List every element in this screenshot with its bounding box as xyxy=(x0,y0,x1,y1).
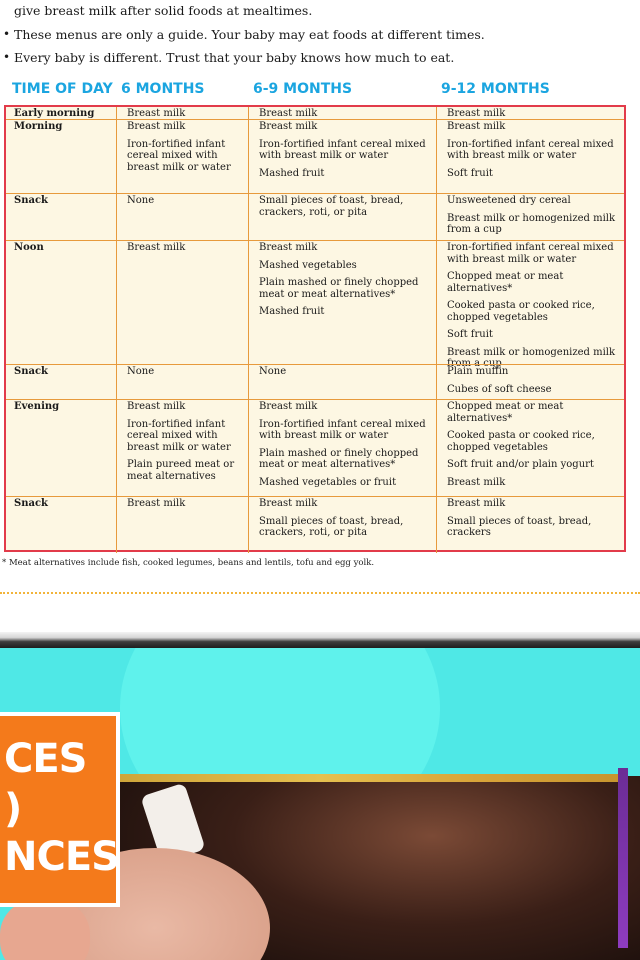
time-cell xyxy=(6,400,116,497)
banner-line-1: CES xyxy=(4,736,87,782)
food-item: Breast milk xyxy=(447,476,506,488)
time-cell xyxy=(6,497,116,553)
table-row xyxy=(6,107,624,119)
header-6-months: 6 MONTHS xyxy=(121,81,205,97)
food-item: Iron-fortified infant cereal mixed with breast milk or water xyxy=(447,138,614,161)
food-item: Mashed vegetables or fruit xyxy=(259,476,397,488)
food-item: Mashed vegetables xyxy=(259,259,357,271)
dotted-divider xyxy=(0,592,640,594)
menu-cell-m6 xyxy=(116,194,248,241)
time-label: Snack xyxy=(14,195,48,206)
banner-line-2: ) xyxy=(4,786,22,832)
intro-line-2: These menus are only a guide. Your baby may eat foods at different times. xyxy=(14,27,485,42)
food-item: Iron-fortified infant cereal mixed with breast milk or water xyxy=(127,418,231,453)
food-item: Cooked pasta or cooked rice, chopped vegetables xyxy=(447,430,595,453)
time-label: Noon xyxy=(14,242,44,253)
orange-title-banner xyxy=(0,712,120,907)
food-item: Soft fruit xyxy=(447,167,493,179)
header-time-of-day: TIME OF DAY xyxy=(12,81,113,97)
menu-cell-m6-9 xyxy=(248,241,436,365)
menu-cell-m9-12 xyxy=(436,497,624,553)
table-row xyxy=(6,240,624,369)
time-cell xyxy=(6,120,116,194)
menu-cell-m6 xyxy=(116,241,248,365)
menu-cell-m9-12 xyxy=(436,194,624,241)
menu-cell-m6 xyxy=(116,120,248,194)
bullet-icon: • xyxy=(3,27,11,41)
food-item: Chopped meat or meat alternatives* xyxy=(447,401,564,424)
food-item: Breast milk xyxy=(259,242,318,253)
food-item: Cubes of soft cheese xyxy=(447,383,552,395)
time-cell xyxy=(6,194,116,241)
time-label: Early morning xyxy=(14,108,95,119)
table-row xyxy=(6,496,624,553)
food-item: Small pieces of toast, bread, crackers xyxy=(447,515,592,538)
food-item: Breast milk xyxy=(259,498,318,509)
time-label: Evening xyxy=(14,401,60,412)
menu-cell-m9-12 xyxy=(436,107,624,119)
food-item: Unsweetened dry cereal xyxy=(447,195,571,206)
food-item: Breast milk xyxy=(127,242,186,253)
banner-line-3: NCES xyxy=(4,834,119,880)
food-item: Breast milk or homogenized milk from a cup xyxy=(447,346,616,369)
food-item: Breast milk xyxy=(259,401,318,412)
time-cell xyxy=(6,241,116,365)
menu-cell-m6-9 xyxy=(248,400,436,497)
food-item: Breast milk xyxy=(127,121,186,132)
food-item: Plain muffin xyxy=(447,366,509,377)
menu-cell-m6 xyxy=(116,400,248,497)
intro-line-1: give breast milk after solid foods at mealtimes. xyxy=(14,3,313,18)
food-item: Iron-fortified infant cereal mixed with breast milk or water xyxy=(259,418,426,441)
food-item: Breast milk xyxy=(127,108,186,119)
food-item: Small pieces of toast, bread, crackers, roti, or pita xyxy=(259,515,404,538)
food-item: Small pieces of toast, bread, crackers, roti, or pita xyxy=(259,195,404,218)
hand-shape xyxy=(0,898,90,960)
footnote: * Meat alternatives include fish, cooked legumes, beans and lentils, tofu and egg yolk. xyxy=(2,558,375,568)
menu-cell-m6-9 xyxy=(248,365,436,400)
bullet-icon: • xyxy=(3,50,11,64)
food-item: Plain mashed or finely chopped meat or meat alternatives* xyxy=(259,277,419,300)
time-cell xyxy=(6,107,116,119)
menu-cell-m9-12 xyxy=(436,400,624,497)
menu-cell-m6-9 xyxy=(248,120,436,194)
purple-brush-stroke xyxy=(618,768,628,948)
time-label: Snack xyxy=(14,498,48,509)
food-item: None xyxy=(259,366,287,377)
food-item: Soft fruit xyxy=(447,329,493,340)
table-row xyxy=(6,399,624,497)
menu-cell-m6 xyxy=(116,107,248,119)
table-row xyxy=(6,364,624,400)
food-item: Plain mashed or finely chopped meat or meat alternatives* xyxy=(259,447,419,470)
menu-cell-m6-9 xyxy=(248,194,436,241)
food-item: Cooked pasta or cooked rice, chopped vegetables xyxy=(447,300,595,323)
menu-cell-m9-12 xyxy=(436,241,624,369)
food-item: Plain pureed meat or meat alternatives xyxy=(127,459,235,482)
table-row xyxy=(6,119,624,194)
time-label: Morning xyxy=(14,121,63,132)
food-item: None xyxy=(127,366,155,377)
menu-cell-m9-12 xyxy=(436,120,624,194)
photo-torn-edge xyxy=(120,774,620,782)
menu-cell-m6-9 xyxy=(248,497,436,553)
food-item: Mashed fruit xyxy=(259,306,325,317)
page-divider xyxy=(0,632,640,648)
time-label: Snack xyxy=(14,366,48,377)
menu-cell-m6-9 xyxy=(248,107,436,119)
header-6-9-months: 6-9 MONTHS xyxy=(253,81,353,97)
food-item: Iron-fortified infant cereal mixed with breast milk or water xyxy=(127,138,231,173)
intro-line-3: Every baby is different. Trust that your baby knows how much to eat. xyxy=(14,50,455,65)
menu-cell-m6 xyxy=(116,497,248,553)
food-item: Breast milk xyxy=(447,498,506,509)
menu-cell-m9-12 xyxy=(436,365,624,400)
food-item: Breast milk or homogenized milk from a cup xyxy=(447,212,616,235)
menu-cell-m6 xyxy=(116,365,248,400)
food-item: Mashed fruit xyxy=(259,167,325,179)
food-item: Iron-fortified infant cereal mixed with breast milk or water xyxy=(447,242,614,265)
time-cell xyxy=(6,365,116,400)
food-item: Breast milk xyxy=(127,498,186,509)
food-item: Breast milk xyxy=(259,121,318,132)
header-9-12-months: 9-12 MONTHS xyxy=(441,81,550,97)
table-row xyxy=(6,193,624,241)
food-item: Chopped meat or meat alternatives* xyxy=(447,271,564,294)
food-item: None xyxy=(127,195,155,206)
feeding-menu-table xyxy=(4,105,626,552)
food-item: Iron-fortified infant cereal mixed with breast milk or water xyxy=(259,138,426,161)
next-page-preview xyxy=(0,648,640,960)
food-item: Breast milk xyxy=(447,121,506,132)
food-item: Breast milk xyxy=(127,401,186,412)
food-item: Soft fruit and/or plain yogurt xyxy=(447,459,594,470)
food-item: Breast milk xyxy=(259,108,318,119)
food-item: Breast milk xyxy=(447,108,506,119)
table-headers xyxy=(0,81,640,103)
